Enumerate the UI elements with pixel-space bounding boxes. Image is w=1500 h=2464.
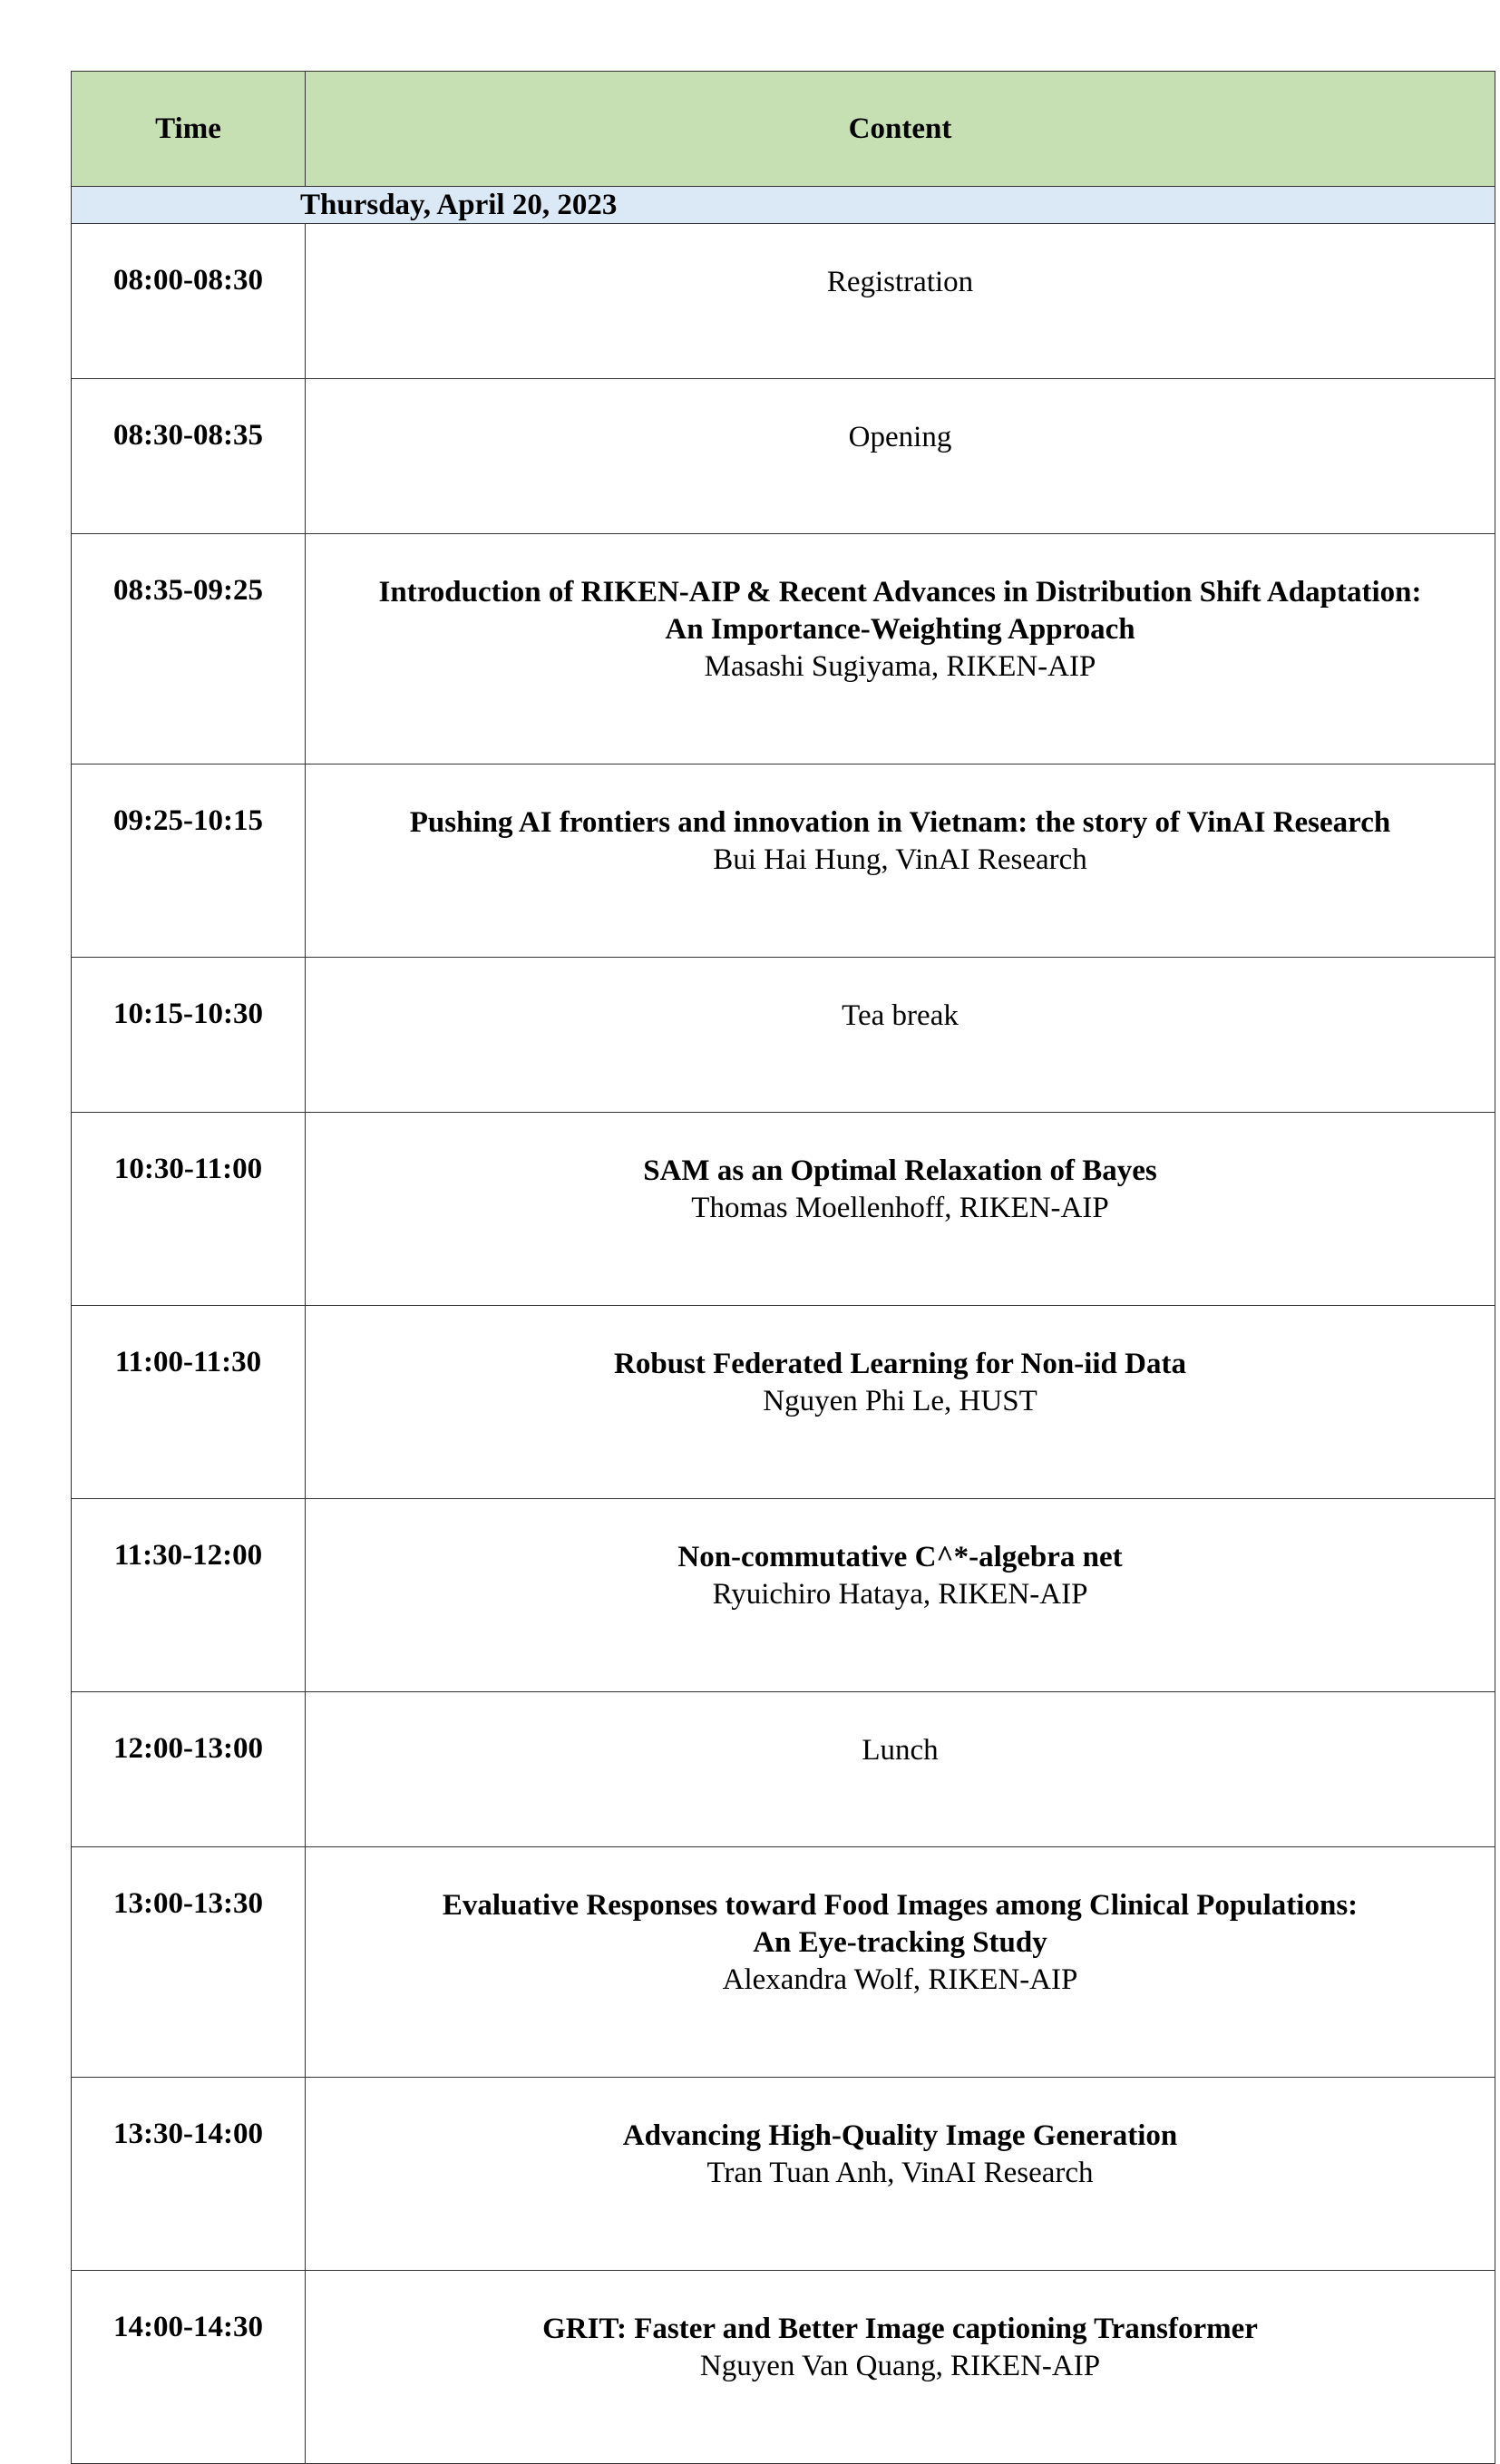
content-header: Content	[306, 72, 1495, 187]
table-row	[72, 534, 1495, 765]
talk-title: Robust Federated Learning for Non-iid Data	[614, 1348, 1186, 1380]
time-cell: 08:35-09:25	[72, 534, 306, 765]
session-text: Lunch	[862, 1734, 939, 1767]
content-cell	[306, 1847, 1495, 2078]
table-row	[72, 1306, 1495, 1499]
speaker: Ryuichiro Hataya, RIKEN-AIP	[712, 1578, 1088, 1611]
table-row	[72, 1847, 1495, 2078]
time-cell: 11:30-12:00	[72, 1499, 306, 1692]
content-cell	[306, 1692, 1495, 1847]
table-row	[72, 765, 1495, 958]
table-row	[72, 224, 1495, 379]
table-row	[72, 958, 1495, 1113]
table-row	[72, 2271, 1495, 2464]
header-row	[72, 72, 1495, 187]
time-cell: 13:30-14:00	[72, 2078, 306, 2271]
speaker: Nguyen Van Quang, RIKEN-AIP	[699, 2350, 1101, 2382]
table-row	[72, 379, 1495, 534]
content-cell	[306, 765, 1495, 958]
talk-title: GRIT: Faster and Better Image captioning Transformer	[542, 2313, 1258, 2345]
time-cell: 13:00-13:30	[72, 1847, 306, 2078]
talk-title: Pushing AI frontiers and innovation in Vietnam: the story of VinAI Research	[409, 806, 1391, 839]
speaker: Alexandra Wolf, RIKEN-AIP	[722, 1963, 1078, 1996]
time-cell: 11:00-11:30	[72, 1306, 306, 1499]
table-row	[72, 1692, 1495, 1847]
content-cell	[306, 1499, 1495, 1692]
talk-title: Advancing High-Quality Image Generation	[622, 2119, 1178, 2152]
speaker: Masashi Sugiyama, RIKEN-AIP	[704, 650, 1096, 683]
time-cell: 12:00-13:00	[72, 1692, 306, 1847]
talk-title: Non-commutative C^*-algebra net	[677, 1541, 1123, 1573]
talk-title-line2: An Eye-tracking Study	[753, 1926, 1047, 1959]
schedule-table	[71, 71, 1495, 2464]
content-cell	[306, 534, 1495, 765]
day-row	[72, 187, 1495, 224]
table-row	[72, 1499, 1495, 1692]
content-cell	[306, 224, 1495, 379]
table-row	[72, 1113, 1495, 1306]
session-text: Tea break	[842, 999, 959, 1032]
content-cell	[306, 1113, 1495, 1306]
time-cell: 10:30-11:00	[72, 1113, 306, 1306]
talk-title-line1: Introduction of RIKEN-AIP & Recent Advances in Distribution Shift Adaptation:	[378, 576, 1422, 609]
talk-title: SAM as an Optimal Relaxation of Bayes	[643, 1154, 1157, 1187]
time-cell: 09:25-10:15	[72, 765, 306, 958]
speaker: Bui Hai Hung, VinAI Research	[713, 843, 1087, 876]
time-cell: 08:30-08:35	[72, 379, 306, 534]
time-header: Time	[72, 72, 306, 187]
time-cell: 08:00-08:30	[72, 224, 306, 379]
talk-title-line2: An Importance-Weighting Approach	[665, 613, 1135, 646]
session-text: Opening	[848, 421, 952, 453]
time-cell: 14:00-14:30	[72, 2271, 306, 2464]
speaker: Nguyen Phi Le, HUST	[763, 1385, 1037, 1417]
content-cell	[306, 958, 1495, 1113]
session-text: Registration	[826, 266, 974, 298]
time-cell: 10:15-10:30	[72, 958, 306, 1113]
content-cell	[306, 2078, 1495, 2271]
speaker: Tran Tuan Anh, VinAI Research	[706, 2157, 1094, 2189]
content-cell	[306, 379, 1495, 534]
speaker: Thomas Moellenhoff, RIKEN-AIP	[691, 1192, 1109, 1224]
content-cell	[306, 2271, 1495, 2464]
content-cell	[306, 1306, 1495, 1499]
talk-title-line1: Evaluative Responses toward Food Images among Clinical Populations:	[442, 1889, 1359, 1922]
day-label: Thursday, April 20, 2023	[72, 187, 1495, 224]
table-row	[72, 2078, 1495, 2271]
